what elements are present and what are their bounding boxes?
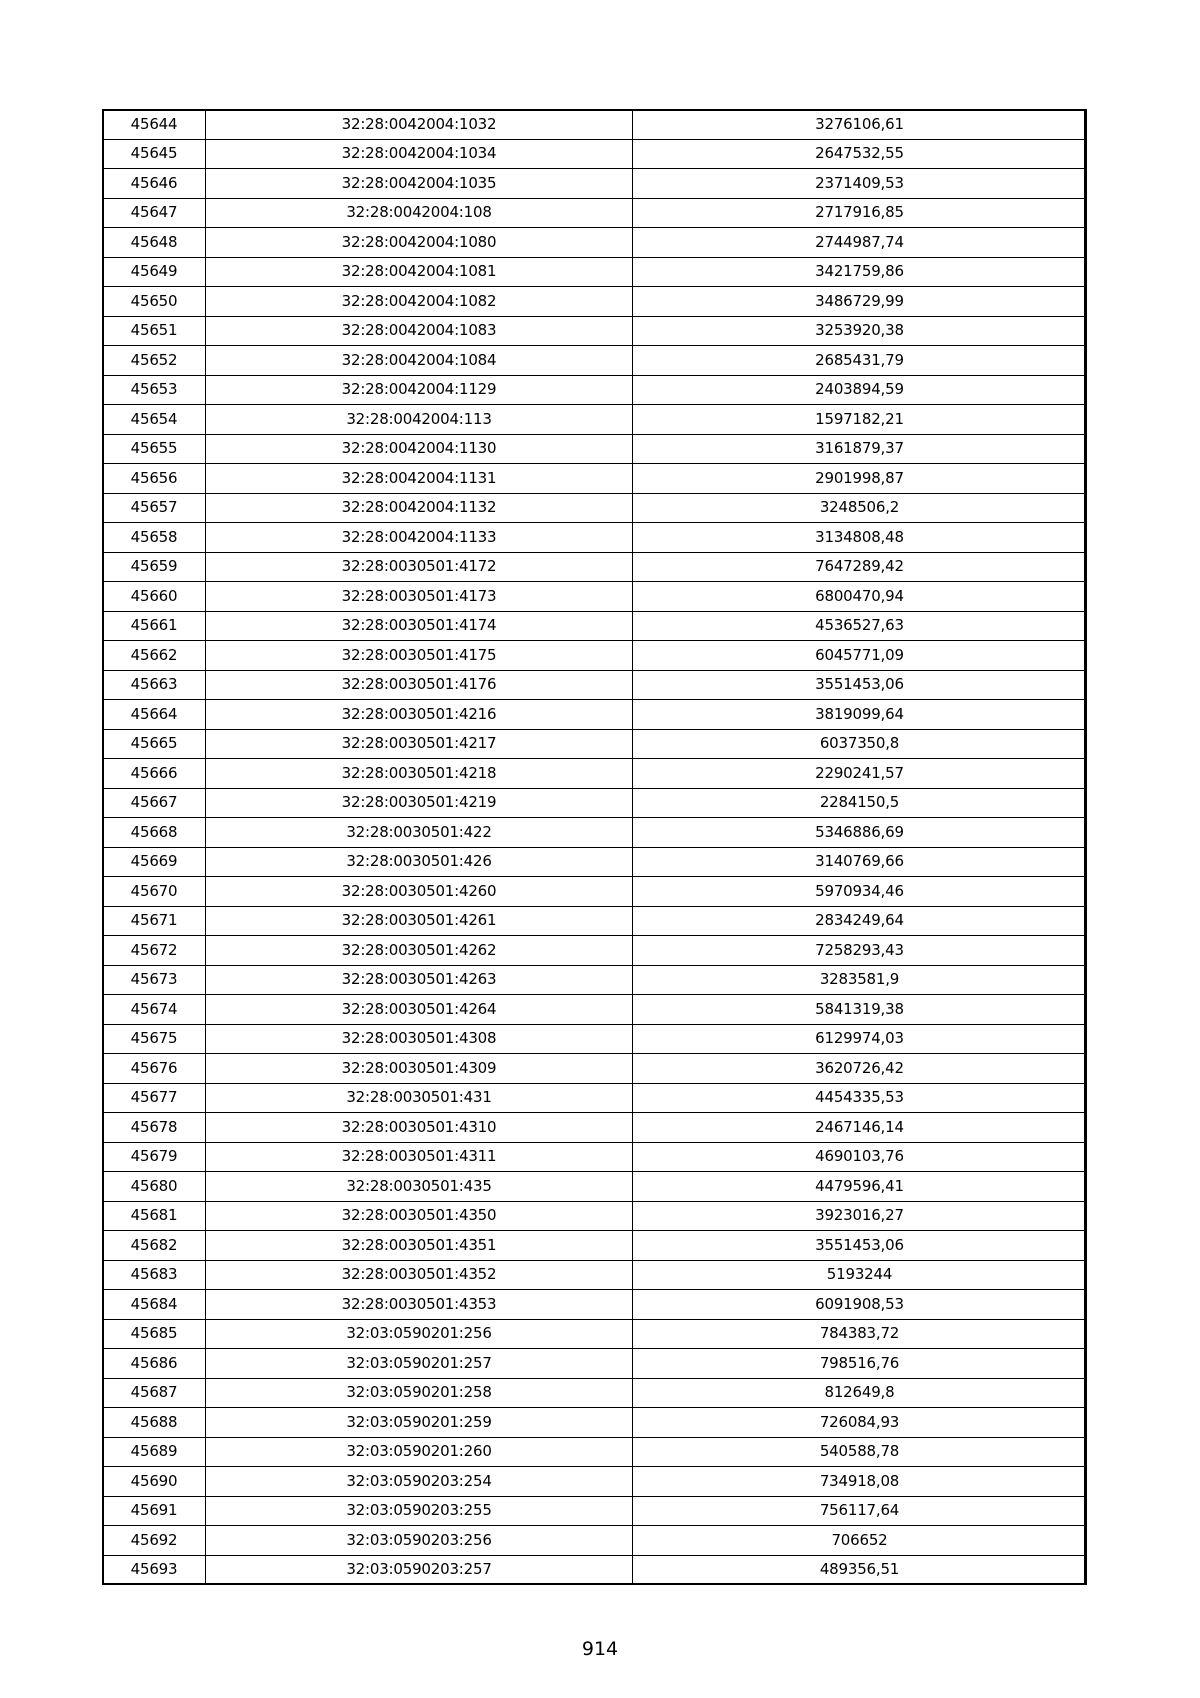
cadastral-value-cell: 6129974,03	[633, 1024, 1087, 1054]
cadastral-number-cell: 32:28:0030501:4174	[206, 611, 633, 641]
row-number-cell: 45690	[103, 1467, 206, 1497]
cadastral-number-cell: 32:03:0590201:259	[206, 1408, 633, 1438]
cadastral-number-cell: 32:03:0590201:260	[206, 1437, 633, 1467]
row-number-cell: 45655	[103, 434, 206, 464]
row-number-cell: 45644	[103, 110, 206, 140]
cadastral-value-cell: 489356,51	[633, 1555, 1087, 1585]
cadastral-number-cell: 32:28:0030501:4217	[206, 729, 633, 759]
table-row	[103, 582, 1087, 612]
table-row	[103, 611, 1087, 641]
cadastral-number-cell: 32:28:0042004:1081	[206, 257, 633, 287]
row-number-cell: 45673	[103, 965, 206, 995]
cadastral-number-cell: 32:28:0030501:4309	[206, 1054, 633, 1084]
row-number-cell: 45679	[103, 1142, 206, 1172]
cadastral-number-cell: 32:28:0030501:4264	[206, 995, 633, 1025]
cadastral-number-cell: 32:28:0030501:4216	[206, 700, 633, 730]
row-number-cell: 45650	[103, 287, 206, 317]
cadastral-value-cell: 3161879,37	[633, 434, 1087, 464]
cadastral-value-cell: 3276106,61	[633, 110, 1087, 140]
table-row	[103, 906, 1087, 936]
row-number-cell: 45667	[103, 788, 206, 818]
cadastral-value-cell: 784383,72	[633, 1319, 1087, 1349]
row-number-cell: 45652	[103, 346, 206, 376]
table-row	[103, 1172, 1087, 1202]
cadastral-value-cell: 1597182,21	[633, 405, 1087, 435]
cadastral-value-cell: 726084,93	[633, 1408, 1087, 1438]
row-number-cell: 45670	[103, 877, 206, 907]
cadastral-value-cell: 2403894,59	[633, 375, 1087, 405]
row-number-cell: 45654	[103, 405, 206, 435]
cadastral-number-cell: 32:28:0030501:4172	[206, 552, 633, 582]
row-number-cell: 45663	[103, 670, 206, 700]
table-row	[103, 1231, 1087, 1261]
cadastral-value-cell: 5841319,38	[633, 995, 1087, 1025]
cadastral-value-cell: 3283581,9	[633, 965, 1087, 995]
table-row	[103, 818, 1087, 848]
cadastral-value-cell: 2647532,55	[633, 139, 1087, 169]
row-number-cell: 45648	[103, 228, 206, 258]
cadastral-value-cell: 4454335,53	[633, 1083, 1087, 1113]
table-row	[103, 700, 1087, 730]
cadastral-value-cell: 540588,78	[633, 1437, 1087, 1467]
cadastral-number-cell: 32:28:0042004:1129	[206, 375, 633, 405]
cadastral-value-cell: 3253920,38	[633, 316, 1087, 346]
cadastral-number-cell: 32:03:0590203:256	[206, 1526, 633, 1556]
cadastral-number-cell: 32:28:0042004:1080	[206, 228, 633, 258]
cadastral-number-cell: 32:28:0042004:1035	[206, 169, 633, 199]
cadastral-number-cell: 32:28:0030501:4308	[206, 1024, 633, 1054]
cadastral-number-cell: 32:28:0030501:4311	[206, 1142, 633, 1172]
row-number-cell: 45686	[103, 1349, 206, 1379]
row-number-cell: 45682	[103, 1231, 206, 1261]
row-number-cell: 45685	[103, 1319, 206, 1349]
table-body	[103, 110, 1087, 1585]
cadastral-number-cell: 32:28:0042004:1034	[206, 139, 633, 169]
row-number-cell: 45676	[103, 1054, 206, 1084]
cadastral-value-cell: 3620726,42	[633, 1054, 1087, 1084]
row-number-cell: 45689	[103, 1437, 206, 1467]
row-number-cell: 45657	[103, 493, 206, 523]
row-number-cell: 45674	[103, 995, 206, 1025]
cadastral-value-cell: 2371409,53	[633, 169, 1087, 199]
cadastral-number-cell: 32:28:0042004:1130	[206, 434, 633, 464]
cadastral-number-cell: 32:28:0030501:4351	[206, 1231, 633, 1261]
row-number-cell: 45687	[103, 1378, 206, 1408]
cadastral-value-cell: 2290241,57	[633, 759, 1087, 789]
cadastral-number-cell: 32:28:0030501:431	[206, 1083, 633, 1113]
table-row	[103, 552, 1087, 582]
row-number-cell: 45680	[103, 1172, 206, 1202]
row-number-cell: 45664	[103, 700, 206, 730]
row-number-cell: 45669	[103, 847, 206, 877]
cadastral-number-cell: 32:28:0030501:4352	[206, 1260, 633, 1290]
table-row	[103, 493, 1087, 523]
row-number-cell: 45672	[103, 936, 206, 966]
cadastral-number-cell: 32:28:0030501:4260	[206, 877, 633, 907]
table-row	[103, 346, 1087, 376]
cadastral-value-cell: 3819099,64	[633, 700, 1087, 730]
cadastral-number-cell: 32:28:0030501:4173	[206, 582, 633, 612]
cadastral-number-cell: 32:03:0590201:257	[206, 1349, 633, 1379]
cadastral-number-cell: 32:28:0030501:4350	[206, 1201, 633, 1231]
table-row	[103, 523, 1087, 553]
table-row	[103, 995, 1087, 1025]
table-row	[103, 169, 1087, 199]
cadastral-value-cell: 6037350,8	[633, 729, 1087, 759]
row-number-cell: 45646	[103, 169, 206, 199]
cadastral-number-cell: 32:03:0590203:254	[206, 1467, 633, 1497]
cadastral-value-cell: 756117,64	[633, 1496, 1087, 1526]
row-number-cell: 45671	[103, 906, 206, 936]
cadastral-number-cell: 32:28:0030501:4219	[206, 788, 633, 818]
cadastral-value-cell: 4690103,76	[633, 1142, 1087, 1172]
table-row	[103, 228, 1087, 258]
row-number-cell: 45678	[103, 1113, 206, 1143]
table-row	[103, 1526, 1087, 1556]
cadastral-number-cell: 32:03:0590201:256	[206, 1319, 633, 1349]
table-row	[103, 877, 1087, 907]
cadastral-number-cell: 32:28:0042004:1133	[206, 523, 633, 553]
table-row	[103, 375, 1087, 405]
cadastral-value-table	[102, 109, 1087, 1585]
row-number-cell: 45683	[103, 1260, 206, 1290]
table-row	[103, 198, 1087, 228]
table-row	[103, 847, 1087, 877]
table-row	[103, 670, 1087, 700]
cadastral-value-cell: 3134808,48	[633, 523, 1087, 553]
cadastral-number-cell: 32:28:0042004:1032	[206, 110, 633, 140]
row-number-cell: 45661	[103, 611, 206, 641]
row-number-cell: 45656	[103, 464, 206, 494]
row-number-cell: 45649	[103, 257, 206, 287]
row-number-cell: 45666	[103, 759, 206, 789]
cadastral-value-cell: 7647289,42	[633, 552, 1087, 582]
cadastral-number-cell: 32:28:0030501:4176	[206, 670, 633, 700]
table-row	[103, 965, 1087, 995]
table-row	[103, 1378, 1087, 1408]
row-number-cell: 45659	[103, 552, 206, 582]
table-row	[103, 1142, 1087, 1172]
row-number-cell: 45660	[103, 582, 206, 612]
cadastral-number-cell: 32:28:0042004:1083	[206, 316, 633, 346]
row-number-cell: 45645	[103, 139, 206, 169]
cadastral-number-cell: 32:28:0042004:108	[206, 198, 633, 228]
row-number-cell: 45684	[103, 1290, 206, 1320]
table-row	[103, 759, 1087, 789]
page-number: 914	[581, 1638, 619, 1660]
row-number-cell: 45688	[103, 1408, 206, 1438]
cadastral-number-cell: 32:28:0042004:1082	[206, 287, 633, 317]
table-row	[103, 110, 1087, 140]
row-number-cell: 45675	[103, 1024, 206, 1054]
cadastral-value-cell: 4479596,41	[633, 1172, 1087, 1202]
cadastral-value-cell: 3248506,2	[633, 493, 1087, 523]
cadastral-value-cell: 5346886,69	[633, 818, 1087, 848]
row-number-cell: 45693	[103, 1555, 206, 1585]
table-row	[103, 936, 1087, 966]
cadastral-number-cell: 32:03:0590203:255	[206, 1496, 633, 1526]
cadastral-number-cell: 32:28:0030501:435	[206, 1172, 633, 1202]
table-row	[103, 1319, 1087, 1349]
cadastral-number-cell: 32:28:0042004:1132	[206, 493, 633, 523]
row-number-cell: 45668	[103, 818, 206, 848]
table-row	[103, 1024, 1087, 1054]
table-row	[103, 1467, 1087, 1497]
cadastral-value-cell: 3923016,27	[633, 1201, 1087, 1231]
row-number-cell: 45647	[103, 198, 206, 228]
table-row	[103, 1201, 1087, 1231]
cadastral-value-cell: 3486729,99	[633, 287, 1087, 317]
table-row	[103, 405, 1087, 435]
cadastral-value-cell: 2467146,14	[633, 1113, 1087, 1143]
row-number-cell: 45681	[103, 1201, 206, 1231]
cadastral-number-cell: 32:28:0030501:4218	[206, 759, 633, 789]
cadastral-value-cell: 5970934,46	[633, 877, 1087, 907]
table-row	[103, 1349, 1087, 1379]
cadastral-value-cell: 3140769,66	[633, 847, 1087, 877]
cadastral-number-cell: 32:28:0030501:426	[206, 847, 633, 877]
cadastral-value-cell: 706652	[633, 1526, 1087, 1556]
cadastral-number-cell: 32:28:0042004:113	[206, 405, 633, 435]
cadastral-value-cell: 6091908,53	[633, 1290, 1087, 1320]
table-row	[103, 1496, 1087, 1526]
cadastral-value-cell: 734918,08	[633, 1467, 1087, 1497]
cadastral-value-cell: 7258293,43	[633, 936, 1087, 966]
cadastral-value-cell: 2284150,5	[633, 788, 1087, 818]
row-number-cell: 45653	[103, 375, 206, 405]
cadastral-number-cell: 32:28:0030501:4263	[206, 965, 633, 995]
cadastral-number-cell: 32:03:0590203:257	[206, 1555, 633, 1585]
table-row	[103, 257, 1087, 287]
table-row	[103, 434, 1087, 464]
row-number-cell: 45692	[103, 1526, 206, 1556]
cadastral-number-cell: 32:28:0030501:422	[206, 818, 633, 848]
cadastral-number-cell: 32:03:0590201:258	[206, 1378, 633, 1408]
table-row	[103, 464, 1087, 494]
cadastral-number-cell: 32:28:0042004:1131	[206, 464, 633, 494]
cadastral-value-cell: 2834249,64	[633, 906, 1087, 936]
table-row	[103, 1437, 1087, 1467]
cadastral-value-cell: 2717916,85	[633, 198, 1087, 228]
cadastral-number-cell: 32:28:0030501:4175	[206, 641, 633, 671]
cadastral-value-cell: 3551453,06	[633, 670, 1087, 700]
cadastral-value-cell: 3421759,86	[633, 257, 1087, 287]
cadastral-value-cell: 6045771,09	[633, 641, 1087, 671]
cadastral-number-cell: 32:28:0030501:4261	[206, 906, 633, 936]
table-row	[103, 1113, 1087, 1143]
cadastral-value-cell: 3551453,06	[633, 1231, 1087, 1261]
table-row	[103, 1555, 1087, 1585]
table-row	[103, 1260, 1087, 1290]
table-row	[103, 788, 1087, 818]
cadastral-value-cell: 2685431,79	[633, 346, 1087, 376]
row-number-cell: 45691	[103, 1496, 206, 1526]
table-row	[103, 316, 1087, 346]
cadastral-number-cell: 32:28:0042004:1084	[206, 346, 633, 376]
cadastral-value-cell: 4536527,63	[633, 611, 1087, 641]
cadastral-number-cell: 32:28:0030501:4353	[206, 1290, 633, 1320]
table-row	[103, 1083, 1087, 1113]
cadastral-number-cell: 32:28:0030501:4310	[206, 1113, 633, 1143]
row-number-cell: 45677	[103, 1083, 206, 1113]
cadastral-value-cell: 798516,76	[633, 1349, 1087, 1379]
row-number-cell: 45651	[103, 316, 206, 346]
table-row	[103, 1408, 1087, 1438]
table-row	[103, 641, 1087, 671]
cadastral-value-cell: 812649,8	[633, 1378, 1087, 1408]
cadastral-value-cell: 2901998,87	[633, 464, 1087, 494]
table-row	[103, 287, 1087, 317]
table-row	[103, 729, 1087, 759]
cadastral-value-cell: 6800470,94	[633, 582, 1087, 612]
table-row	[103, 1290, 1087, 1320]
row-number-cell: 45665	[103, 729, 206, 759]
cadastral-number-cell: 32:28:0030501:4262	[206, 936, 633, 966]
table-row	[103, 139, 1087, 169]
row-number-cell: 45658	[103, 523, 206, 553]
cadastral-value-cell: 5193244	[633, 1260, 1087, 1290]
table-row	[103, 1054, 1087, 1084]
cadastral-value-cell: 2744987,74	[633, 228, 1087, 258]
row-number-cell: 45662	[103, 641, 206, 671]
